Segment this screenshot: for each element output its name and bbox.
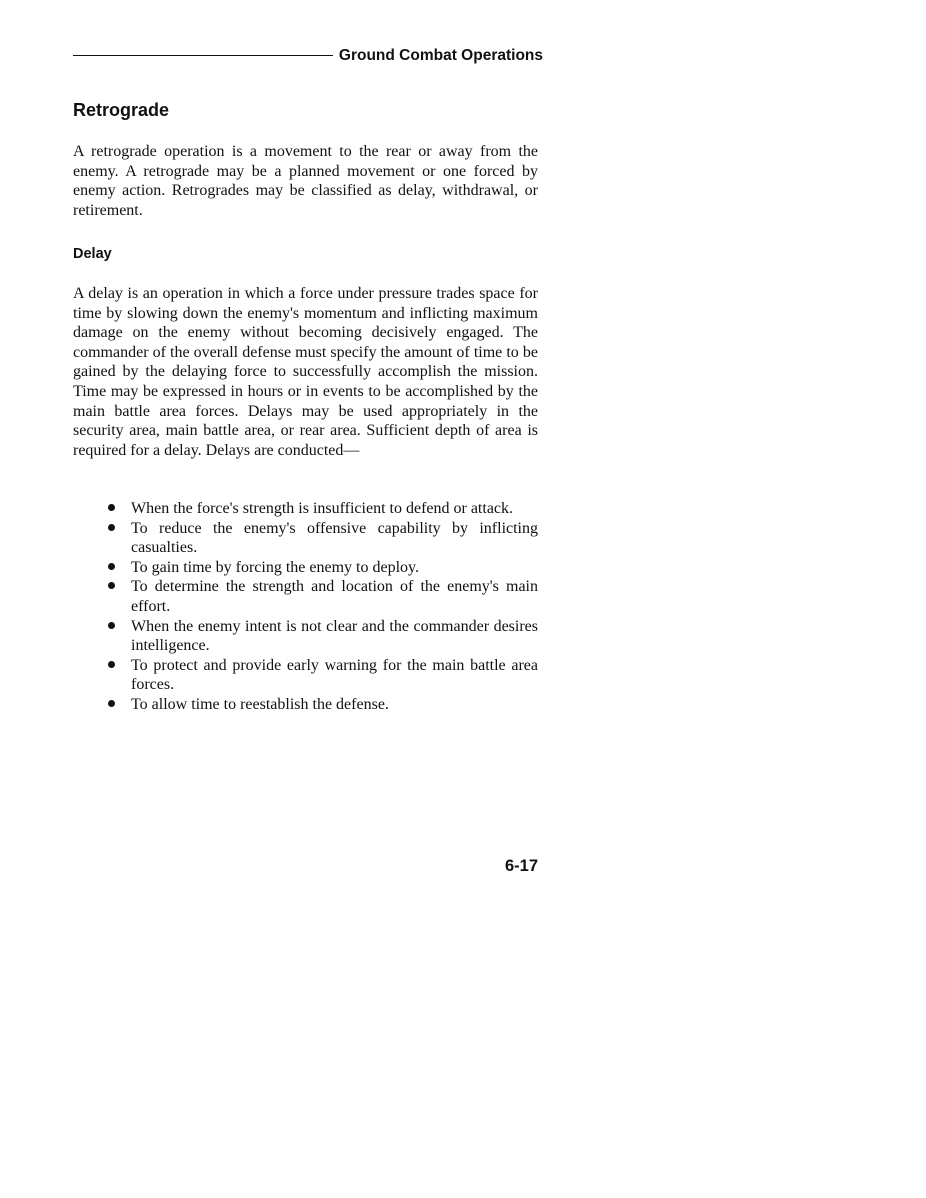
page-number: 6-17: [504, 857, 538, 875]
bullet-list: [106, 499, 538, 715]
list-item: [106, 617, 538, 656]
bullet-dot-icon: [108, 622, 115, 629]
list-item-text: To gain time by forcing the enemy to deploy.: [131, 558, 419, 576]
list-item-text: When the force's strength is insufficient to defend or attack.: [131, 500, 514, 517]
list-item-text: To reduce the enemy's offensive capability by inflicting casualties.: [131, 519, 538, 557]
running-header-title: Ground Combat Operations: [338, 47, 543, 64]
list-item-text: To determine the strength and location of the enemy's main effort.: [131, 578, 538, 615]
list-item-text: When the enemy intent is not clear and the commander desires intelligence.: [131, 617, 538, 655]
list-item: [106, 499, 538, 519]
list-item-text: To allow time to reestablish the defense.: [131, 695, 389, 713]
list-item: [106, 558, 538, 578]
bullet-dot-icon: [108, 661, 115, 668]
section-heading: Retrograde: [73, 100, 170, 120]
bullet-dot-icon: [108, 582, 115, 589]
bullet-dot-icon: [108, 563, 115, 570]
list-item: [106, 519, 538, 558]
subsection-heading: Delay: [73, 246, 112, 262]
list-item: [106, 656, 538, 695]
header-rule: [73, 55, 333, 56]
delay-paragraph: A delay is an operation in which a force under pressure trades space for time by slowing down the enemy's momentum and inflicting maximum damage on the enemy without becoming decisively engaged. The commander of the overall defense must specify the amount of time to be gained by the delaying force to successfully accomplish the mission. Time may be expressed in hours or in events to be accomplished by the main battle area forces. Delays may be used appropriately in the security area, main battle area, or rear area. Sufficient depth of area is required for a delay. Delays are conducted—: [73, 285, 538, 459]
running-header: [73, 44, 543, 68]
bullet-dot-icon: [108, 524, 115, 531]
intro-paragraph: A retrograde operation is a movement to the rear or away from the enemy. A retrograde may be a planned movement or one forced by enemy action. Retrogrades may be classified as delay, withdrawal, or retirement.: [73, 143, 538, 219]
list-item-text: To protect and provide early warning for the main battle area forces.: [131, 656, 538, 694]
bullet-dot-icon: [108, 504, 115, 511]
list-item: [106, 695, 538, 715]
bullet-dot-icon: [108, 700, 115, 707]
list-item: [106, 577, 538, 616]
